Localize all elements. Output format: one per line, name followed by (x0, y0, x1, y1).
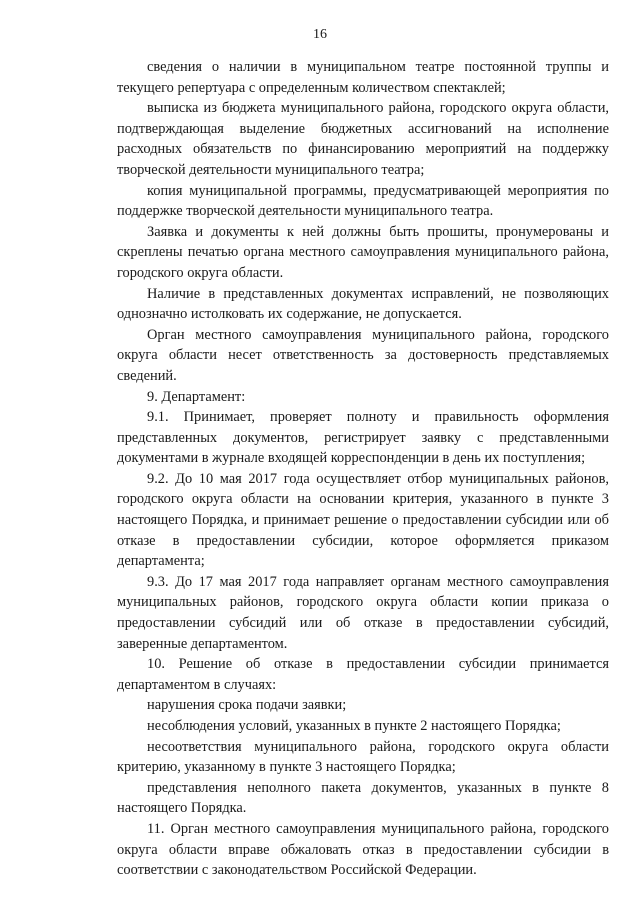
paragraph-section-10: 10. Решение об отказе в предоставлении субсидии принимается департаментом в случаях: (117, 656, 609, 693)
paragraph-theatre-troupe-info: сведения о наличии в муниципальном театре постоянной труппы и текущего репертуара с определенным количеством спектаклей; (117, 59, 609, 96)
paragraph-section-9-2: 9.2. До 10 мая 2017 года осуществляет отбор муниципальных районов, городского округа области на основании критерия, указанного в пункте 3 настоящего Порядка, и принимает решение о предоставлении субсидии или об отказе в предоставлении субсидии, которое оформляется приказом департамента; (117, 470, 609, 570)
paragraph-refusal-criterion: несоответствия муниципального района, городского округа области критерию, указанному в пункте 3 настоящего Порядка; (117, 738, 609, 776)
paragraph-refusal-conditions: несоблюдения условий, указанных в пункте 2 настоящего Порядка; (147, 718, 561, 734)
paragraph-municipal-program-copy: копия муниципальной программы, предусматривающей мероприятия по поддержке творческой деятельности муниципального театра. (117, 182, 609, 220)
paragraph-corrections-not-allowed: Наличие в представленных документах исправлений, не позволяющих однозначно истолковать их содержание, не допускается. (117, 285, 609, 323)
paragraph-section-9-heading: 9. Департамент: (147, 388, 246, 405)
paragraph-refusal-deadline: нарушения срока подачи заявки; (147, 697, 347, 714)
paragraph-section-11: 11. Орган местного самоуправления муниципального района, городского округа области вправе обжаловать отказ в предоставлении субсидии в соответствии с законодательством Российской Федерации. (117, 820, 609, 879)
page-number: 16 (313, 27, 327, 42)
paragraph-budget-extract: выписка из бюджета муниципального района, городского округа области, подтверждающая выделение бюджетных ассигнований на исполнение расходных обязательств по финансированию мероприятий на поддержку творческой деятельности муниципального театра; (117, 100, 609, 178)
paragraph-refusal-incomplete-docs: представления неполного пакета документов, указанных в пункте 8 настоящего Порядка. (117, 779, 609, 817)
paragraph-section-9-1: 9.1. Принимает, проверяет полноту и правильность оформления представленных документов, регистрирует заявку с представленными документами в журнале входящей корреспонденции в день их поступления; (117, 409, 609, 467)
paragraph-section-9-3: 9.3. До 17 мая 2017 года направляет органам местного самоуправления муниципальных районов, городского округа области копии приказа о предоставлении субсидий или об отказе в предоставлении субсидий, заверенные департаментом. (117, 573, 609, 652)
document-body (117, 57, 609, 881)
paragraph-responsibility: Орган местного самоуправления муниципального района, городского округа области несет ответственность за достоверность представляемых сведений. (117, 326, 609, 384)
paragraph-application-binding: Заявка и документы к ней должны быть прошиты, пронумерованы и скреплены печатью органа местного самоуправления муниципального района, городского округа области. (117, 223, 609, 281)
